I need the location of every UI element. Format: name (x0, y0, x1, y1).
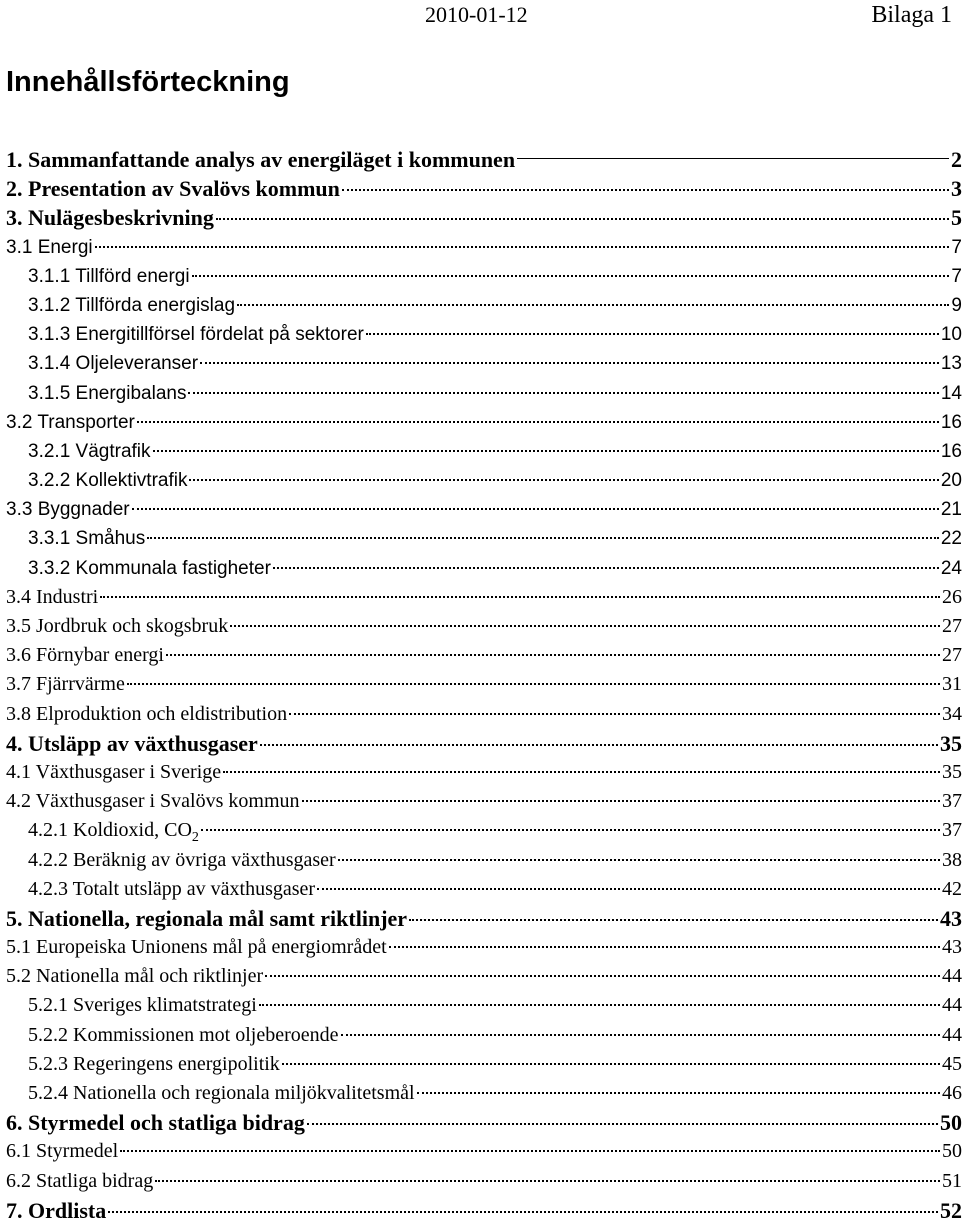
toc-entry[interactable] (0, 1196, 962, 1225)
toc-leader (137, 421, 939, 423)
toc-entry-page: 27 (942, 644, 962, 667)
toc-entry-label: 5. Nationella, regionala mål samt riktlinjer (6, 905, 408, 931)
toc-entry-label: 7. Ordlista (6, 1197, 107, 1223)
toc-entry[interactable] (0, 466, 962, 495)
toc-entry-label: 5.2.3 Regeringens energipolitik (28, 1052, 280, 1075)
header-appendix: Bilaga 1 (871, 2, 952, 28)
toc-entry[interactable] (0, 203, 962, 232)
toc-entry-page: 20 (940, 470, 962, 492)
toc-entry-page: 3 (951, 176, 962, 202)
toc-entry[interactable] (0, 437, 962, 466)
toc-entry-label: 3.1.3 Energitillförsel fördelat på sektorer (28, 324, 364, 346)
toc-entry-page: 10 (940, 324, 962, 346)
toc-entry-label: 4.2 Växthusgaser i Svalövs kommun (6, 790, 300, 813)
toc-entry-label: 3. Nulägesbeskrivning (6, 205, 214, 231)
toc-entry[interactable] (0, 846, 962, 875)
toc-entry-label: 3.5 Jordbruk och skogsbruk (6, 615, 229, 637)
toc-entry-page: 2 (951, 147, 962, 172)
toc-entry-label: 4.2.3 Totalt utsläpp av växthusgaser (28, 877, 316, 900)
toc-entry-label: 3.8 Elproduktion och eldistribution (6, 702, 288, 725)
toc-entry-page: 35 (940, 730, 962, 756)
toc-entry[interactable] (0, 1050, 962, 1079)
toc-entry-label: 4.2.1 Koldioxid, $CO_2$ (28, 819, 199, 846)
toc-entry-subscript: 2 (191, 830, 199, 846)
toc-entry-label: 3.1.1 Tillförd energi (28, 265, 190, 287)
toc-leader (389, 946, 940, 948)
toc-leader (189, 479, 938, 481)
toc-leader (302, 800, 940, 802)
toc-entry-page: 34 (942, 702, 962, 725)
toc-entry-label: 6.2 Statliga bidrag (6, 1169, 154, 1192)
toc-leader (338, 859, 940, 861)
toc-entry-page: 51 (942, 1169, 962, 1192)
toc-leader (341, 1034, 940, 1036)
toc-entry[interactable] (0, 379, 962, 408)
toc-entry-page: 16 (940, 411, 962, 433)
toc-entry[interactable] (0, 670, 962, 699)
header-date: 2010-01-12 (425, 2, 528, 27)
toc-leader (188, 392, 938, 394)
toc-entry-label: 6.1 Styrmedel (6, 1140, 119, 1163)
toc-entry[interactable] (0, 145, 962, 174)
toc-leader (127, 683, 940, 685)
toc-entry[interactable] (0, 875, 962, 904)
toc-entry-label: 5.2.1 Sveriges klimatstrategi (28, 994, 257, 1017)
toc-entry[interactable] (0, 758, 962, 787)
toc-leader (95, 246, 950, 248)
toc-entry[interactable] (0, 1079, 962, 1108)
toc-entry-page: 37 (942, 819, 962, 842)
toc-leader (108, 1211, 938, 1213)
toc-entry[interactable] (0, 1021, 962, 1050)
toc-entry[interactable] (0, 291, 962, 320)
toc-entry[interactable] (0, 729, 962, 758)
toc-entry[interactable] (0, 1167, 962, 1196)
toc-leader (307, 1123, 938, 1125)
toc-entry-page: 31 (942, 673, 962, 696)
toc-entry-label: 1. Sammanfattande analys av energiläget i kommunen (6, 147, 516, 172)
toc-leader (273, 567, 939, 569)
toc-leader (417, 1092, 940, 1094)
toc-entry-page: 22 (940, 528, 962, 550)
toc-entry[interactable] (0, 1137, 962, 1166)
toc-entry[interactable] (0, 495, 962, 524)
toc-leader (155, 1180, 940, 1182)
toc-entry-page: 7 (951, 236, 962, 258)
toc-entry-page: 44 (942, 1023, 962, 1046)
toc-leader (265, 975, 940, 977)
toc-entry[interactable] (0, 524, 962, 553)
table-of-contents (0, 145, 962, 1225)
toc-entry-page: 24 (940, 557, 962, 579)
toc-leader (166, 654, 940, 656)
toc-entry-page: 35 (942, 760, 962, 783)
toc-entry-page: 7 (951, 265, 962, 287)
toc-entry-label: 3.3.2 Kommunala fastigheter (28, 557, 271, 579)
toc-entry-page: 44 (942, 994, 962, 1017)
toc-leader (409, 919, 938, 921)
toc-entry-page: 46 (942, 1082, 962, 1104)
toc-entry[interactable] (0, 641, 962, 670)
toc-entry-page: 45 (942, 1052, 962, 1075)
toc-entry-label: 5.1 Europeiska Unionens mål på energiområdet (6, 936, 387, 959)
toc-entry-page: 14 (940, 382, 962, 404)
toc-entry-page: 37 (942, 790, 962, 813)
toc-entry-page: 42 (942, 877, 962, 900)
toc-entry-label: 3.2 Transporter (6, 411, 135, 433)
toc-entry[interactable] (0, 816, 962, 845)
toc-entry-label: 5.2.2 Kommissionen mot oljeberoende (28, 1023, 339, 1046)
toc-entry-label: 4.2.2 Beräknig av övriga växthusgaser (28, 848, 336, 871)
toc-leader (260, 744, 938, 746)
toc-entry-label: 3.1.2 Tillförda energislag (28, 294, 236, 316)
toc-entry[interactable] (0, 408, 962, 437)
toc-leader (132, 508, 939, 510)
toc-entry[interactable] (0, 700, 962, 729)
toc-entry[interactable] (0, 787, 962, 816)
toc-leader (237, 304, 949, 306)
toc-leader (366, 333, 939, 335)
toc-entry-page: 13 (940, 353, 962, 375)
toc-entry-page: 52 (940, 1197, 962, 1223)
toc-entry[interactable] (0, 991, 962, 1020)
toc-leader (289, 713, 940, 715)
toc-leader (216, 218, 949, 220)
toc-entry-page: 27 (942, 615, 962, 637)
toc-entry-label: 3.1.4 Oljeleveranser (28, 353, 199, 375)
toc-entry[interactable] (0, 1108, 962, 1137)
toc-entry-label: 4. Utsläpp av växthusgaser (6, 730, 258, 756)
toc-entry-page: 21 (940, 499, 962, 521)
toc-leader (201, 829, 940, 831)
toc-leader (223, 771, 940, 773)
toc-leader (230, 625, 940, 627)
toc-entry[interactable] (0, 612, 962, 641)
toc-entry[interactable] (0, 174, 962, 203)
toc-entry-label: 3.3 Byggnader (6, 499, 130, 521)
toc-leader (192, 275, 950, 277)
toc-entry-label: 3.4 Industri (6, 585, 99, 608)
toc-entry-page: 43 (940, 905, 962, 931)
toc-leader (517, 158, 949, 159)
toc-entry-label: 5.2 Nationella mål och riktlinjer (6, 965, 264, 988)
toc-leader (153, 450, 939, 452)
toc-entry-label: 3.1 Energi (6, 236, 93, 258)
toc-entry[interactable] (0, 320, 962, 349)
toc-leader (200, 362, 939, 364)
toc-entry-label: 3.3.1 Småhus (28, 528, 146, 550)
toc-entry-page: 5 (951, 205, 962, 231)
toc-entry-page: 26 (942, 585, 962, 608)
toc-entry-page: 9 (951, 294, 962, 316)
toc-entry-page: 43 (942, 936, 962, 959)
toc-leader (282, 1063, 940, 1065)
toc-leader (342, 189, 949, 191)
toc-entry-label: 3.2.2 Kollektivtrafik (28, 470, 188, 492)
toc-entry[interactable] (0, 233, 962, 262)
toc-entry-page: 16 (940, 440, 962, 462)
toc-entry[interactable] (0, 583, 962, 612)
toc-entry-label: 6. Styrmedel och statliga bidrag (6, 1110, 305, 1136)
toc-leader (259, 1004, 940, 1006)
toc-entry-page: 50 (940, 1110, 962, 1136)
page-title: Innehållsförteckning (6, 66, 290, 98)
toc-entry[interactable] (0, 962, 962, 991)
toc-entry-label: 4.1 Växthusgaser i Sverige (6, 760, 222, 783)
toc-entry-label: 3.7 Fjärrvärme (6, 673, 125, 696)
toc-entry[interactable] (0, 933, 962, 962)
toc-entry-label: 5.2.4 Nationella och regionala miljökvalitetsmål (28, 1082, 415, 1104)
toc-entry-page: 44 (942, 965, 962, 988)
toc-entry[interactable] (0, 554, 962, 583)
toc-entry[interactable] (0, 349, 962, 378)
toc-leader (120, 1150, 940, 1152)
toc-entry-label: 3.2.1 Vägtrafik (28, 440, 151, 462)
toc-entry[interactable] (0, 904, 962, 933)
toc-entry-label: 3.1.5 Energibalans (28, 382, 187, 404)
toc-entry-page: 50 (942, 1140, 962, 1163)
toc-leader (317, 888, 940, 890)
toc-entry-label: 2. Presentation av Svalövs kommun (6, 176, 340, 202)
toc-entry[interactable] (0, 262, 962, 291)
toc-leader (147, 537, 939, 539)
toc-entry-label: 3.6 Förnybar energi (6, 644, 164, 667)
toc-leader (100, 596, 940, 598)
toc-entry-page: 38 (942, 848, 962, 871)
